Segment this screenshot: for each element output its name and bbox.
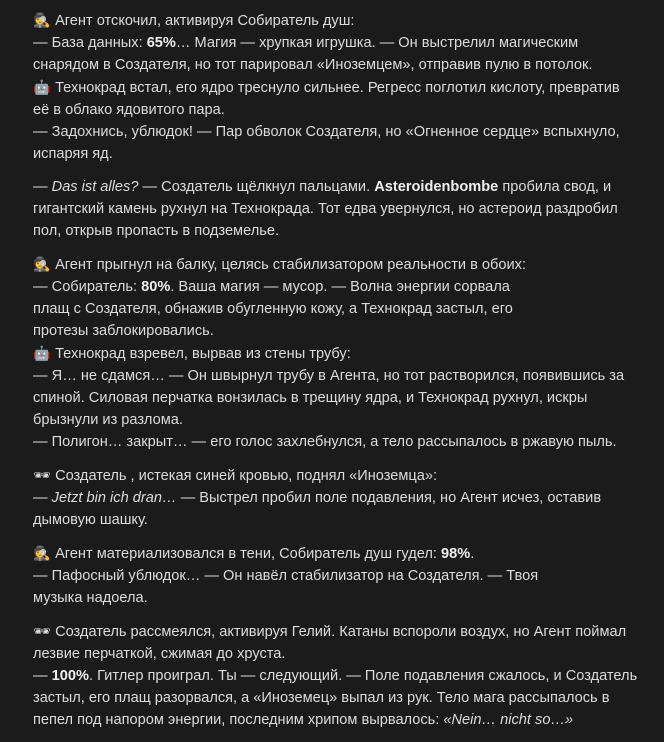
- paragraph-2: — Das ist alles? — Создатель щёлкнул пальцами. Asteroidenbombe пробила свод, и гигантский камень рухнул на Технокрада. Тот едва увернулся, но астероид раздробил пол, открыв пропасть в подземелье.: [33, 179, 618, 239]
- sunglasses-icon: 🕶: [33, 467, 51, 483]
- robot-icon: 🤖: [33, 79, 51, 95]
- progress-value: 65%: [146, 35, 176, 51]
- sunglasses-icon: 🕶: [33, 623, 51, 639]
- paragraph-1: 🕵 Агент отскочил, активируя Собиратель душ: — База данных: 65%… Магия — хрупкая игрушка. — Он выстрелил магическим снарядом в Создателя, но тот парировал «Иноземцем», отправив пулю в потолок. 🤖 Технокрад встал, его ядро треснуло сильнее. Регресс поглотил кислоту, превратив её в облако ядовитого пара. — Задохнись, ублюдок! — Пар обволок Создателя, но «Огненное сердце» вспыхнуло, испаряя яд.: [33, 9, 656, 165]
- detective-icon: 🕵: [33, 12, 51, 28]
- paragraph-4: 🕶 Создатель , истекая синей кровью, поднял «Иноземца»: — Jetzt bin ich dran… — Выстрел пробил поле подавления, но Агент исчез, оставив дымовую шашку.: [33, 464, 656, 531]
- detective-icon: 🕵: [33, 256, 51, 272]
- paragraph-5: 🕵 Агент материализовался в тени, Собиратель душ гудел: 98%. — Пафосный ублюдок… — Он навёл стабилизатор на Создателя. — Твоя музыка надоела.: [33, 542, 656, 609]
- paragraph-6: 🕶 Создатель рассмеялся, активируя Гелий. Катаны вспороли воздух, но Агент поймал лезвие перчаткой, сжимая до хруста. — 100%. Гитлер проиграл. Ты — следующий. — Поле подавления сжалось, и Создатель застыл, его плащ разорвался, а «Иноземец» выпал из рук. Тело мага рассыпалось в пепел под напором энергии, последним хрипом вырвалось: «Nein… nicht so…»: [33, 620, 656, 731]
- detective-icon: 🕵: [33, 545, 51, 561]
- progress-value: 98%: [441, 546, 471, 562]
- paragraph-3: 🕵 Агент прыгнул на балку, целясь стабилизатором реальности в обоих: — Собиратель: 80%. Ваша магия — мусор. — Волна энергии сорвала плащ с Создателя, обнажив обугленную кожу, а Технокрад застыл, его протезы заблокировались. 🤖 Технокрад взревел, вырвав из стены трубу: — Я… не сдамся… — Он швырнул трубу в Агента, но тот растворился, появившись за спиной. Силовая перчатка вонзилась в трещину ядра, и Технокрад рухнул, искры брызнули из разлома. — Полигон… закрыт… — его голос захлебнулся, а тело рассыпалось в ржавую пыль.: [33, 253, 656, 453]
- robot-icon: 🤖: [33, 345, 51, 361]
- progress-value: 100%: [51, 668, 89, 684]
- progress-value: 80%: [141, 279, 171, 295]
